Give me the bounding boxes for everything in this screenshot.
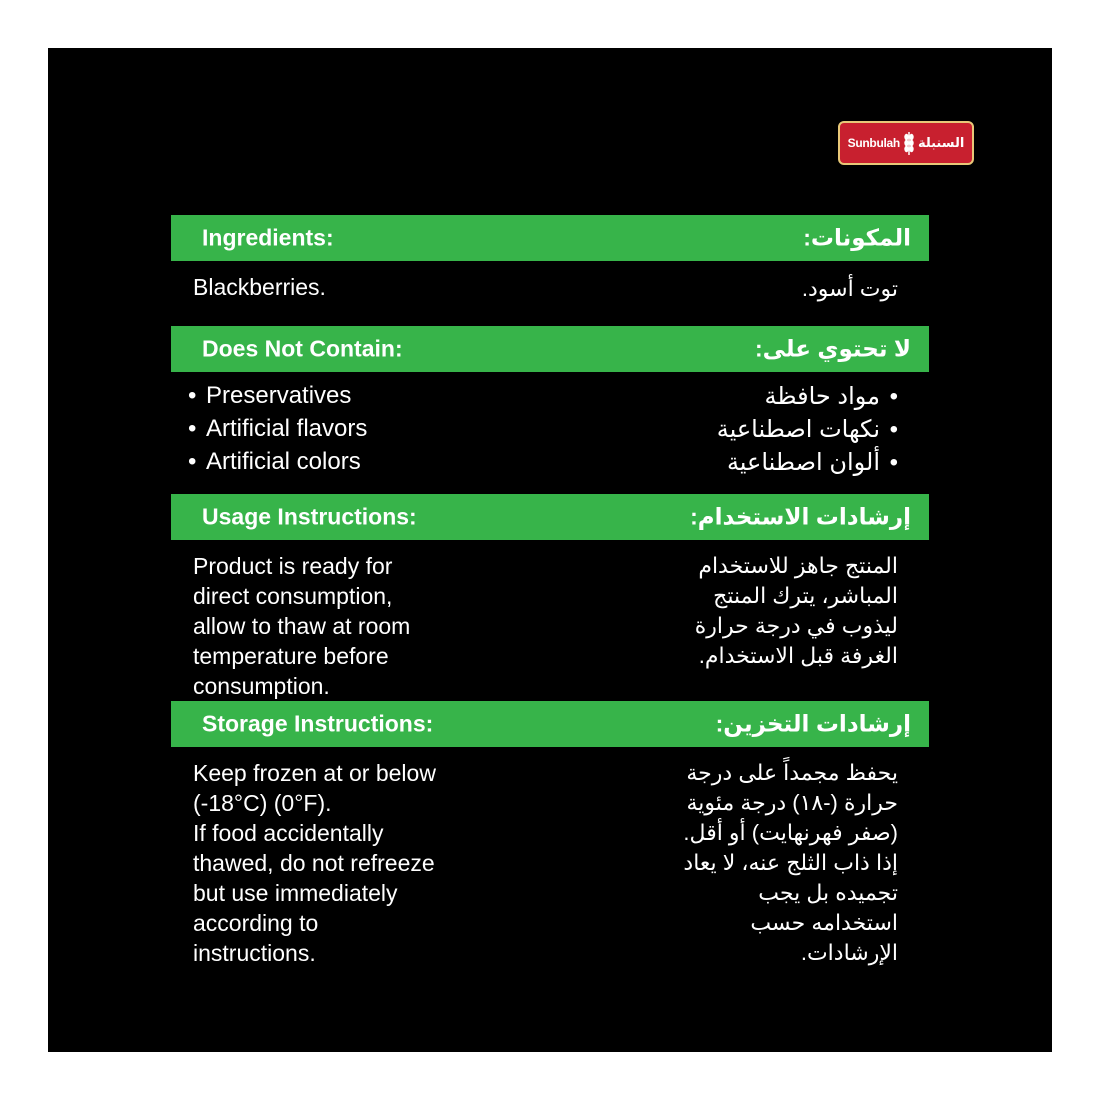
- does-not-contain-title-en: Does Not Contain:: [202, 335, 403, 362]
- sunbulah-logo: [838, 121, 974, 165]
- storage-title-en: Storage Instructions:: [202, 710, 434, 737]
- list-item: • Preservatives: [188, 382, 352, 409]
- storage-body-ar: يحفظ مجمداً على درجة حرارة (-١٨) درجة مئوية (صفر فهرنهايت) أو أقل. إذا ذاب الثلج عنه، لا يعاد تجميده بل يجب استخدامه حسب الإرشادات.: [683, 760, 898, 965]
- ingredients-title-en: Ingredients:: [202, 224, 334, 251]
- ingredients-body-ar: توت أسود.: [801, 276, 898, 301]
- list-item: • Artificial flavors: [188, 415, 368, 442]
- usage-body-ar: المنتج جاهز للاستخدام المباشر، يترك المنتج ليذوب في درجة حرارة الغرفة قبل الاستخدام.: [694, 553, 898, 668]
- wheat-icon: [903, 130, 915, 156]
- does-not-contain-list-en: [188, 379, 367, 478]
- logo-text-ar: السنبلة: [917, 135, 965, 150]
- list-item: •ألوان اصطناعية: [726, 449, 898, 476]
- usage-instructions-header: [171, 494, 929, 540]
- storage-title-ar: إرشادات التخزين:: [715, 710, 911, 737]
- ingredients-header: [171, 215, 929, 261]
- does-not-contain-header: [171, 326, 929, 372]
- does-not-contain-list-ar: [717, 380, 898, 479]
- list-item: •مواد حافظة: [764, 383, 898, 410]
- does-not-contain-title-ar: لا تحتوي على:: [754, 335, 911, 362]
- storage-body-en: Keep frozen at or below (-18°C) (0°F). If food accidentally thawed, do not refreeze but use immediately according to instructions.: [193, 760, 436, 966]
- usage-title-ar: إرشادات الاستخدام:: [690, 503, 911, 530]
- list-item: •نكهات اصطناعية: [716, 416, 898, 443]
- list-item: • Artificial colors: [188, 448, 361, 475]
- usage-title-en: Usage Instructions:: [202, 503, 417, 530]
- storage-instructions-header: [171, 701, 929, 747]
- logo-text-en: Sunbulah: [847, 136, 900, 150]
- ingredients-body-en: Blackberries.: [193, 274, 326, 300]
- ingredients-title-ar: المكونات:: [803, 224, 911, 251]
- usage-body-en: Product is ready for direct consumption, allow to thaw at room temperature before consumption.: [193, 553, 411, 699]
